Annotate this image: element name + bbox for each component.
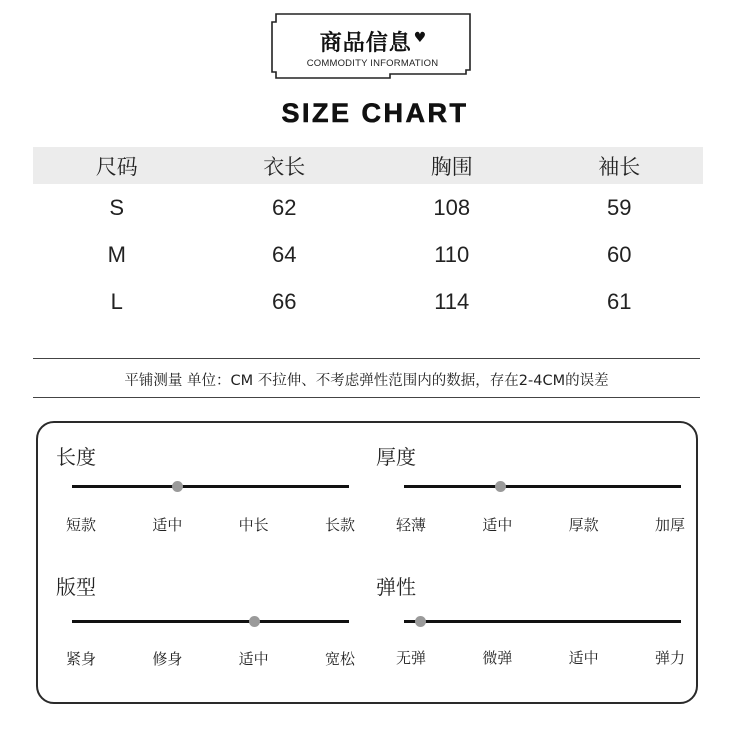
size-table-header bbox=[33, 147, 703, 184]
divider bbox=[33, 358, 700, 359]
scale-label: 加厚 bbox=[654, 516, 685, 534]
header-cell: 袖长 bbox=[598, 154, 641, 179]
attr-title: 厚度 bbox=[376, 445, 416, 469]
badge-title: 商品信息 ♥ bbox=[319, 30, 428, 56]
table-row bbox=[33, 278, 703, 325]
scale-indicator bbox=[495, 481, 506, 492]
badge-subtitle: COMMODITY INFORMATION bbox=[306, 58, 439, 69]
scale-label: 宽松 bbox=[324, 650, 355, 668]
scale-label: 轻薄 bbox=[395, 516, 426, 534]
scale-label: 微弹 bbox=[482, 649, 513, 667]
table-cell: 61 bbox=[607, 288, 632, 314]
scale-labels bbox=[56, 648, 365, 669]
table-cell: 108 bbox=[433, 194, 471, 220]
measurement-note: 平铺测量 单位：CM 不拉伸、不考虑弹性范围内的数据，存在2-4CM的误差 bbox=[124, 373, 609, 389]
table-cell: 66 bbox=[272, 288, 297, 314]
scale-label: 中长 bbox=[238, 516, 269, 534]
table-cell: 110 bbox=[434, 241, 470, 267]
scale-track bbox=[72, 620, 349, 623]
scale-label: 厚款 bbox=[568, 516, 599, 534]
attr-thickness bbox=[376, 441, 685, 551]
header-cell: 胸围 bbox=[430, 154, 473, 179]
header-cell: 尺码 bbox=[95, 154, 138, 179]
scale-label: 修身 bbox=[152, 650, 183, 668]
attr-elasticity bbox=[376, 571, 685, 681]
scale-indicator bbox=[249, 616, 260, 627]
table-cell: 62 bbox=[272, 194, 297, 220]
scale-label: 短款 bbox=[65, 516, 96, 534]
commodity-info-badge bbox=[270, 12, 475, 82]
scale-labels bbox=[386, 647, 695, 668]
scale-indicator bbox=[415, 616, 426, 627]
heart-icon: ♥ bbox=[413, 30, 428, 46]
scale-labels bbox=[56, 514, 365, 535]
scale-track bbox=[404, 485, 681, 488]
scale-label: 适中 bbox=[568, 649, 599, 667]
scale-indicator bbox=[172, 481, 183, 492]
scale-label: 适中 bbox=[238, 650, 269, 668]
scale-label: 适中 bbox=[152, 516, 183, 534]
table-row bbox=[33, 231, 703, 278]
attr-title: 长度 bbox=[56, 445, 96, 469]
attr-fit bbox=[56, 571, 356, 681]
size-chart-title: SIZE CHART bbox=[281, 98, 469, 128]
table-cell: S bbox=[109, 194, 125, 220]
header-cell: 衣长 bbox=[263, 154, 306, 179]
scale-label: 无弹 bbox=[395, 649, 426, 667]
scale-label: 弹力 bbox=[654, 649, 685, 667]
divider bbox=[33, 397, 700, 398]
scale-track bbox=[404, 620, 681, 623]
table-cell: 59 bbox=[607, 194, 632, 220]
table-cell: 64 bbox=[272, 241, 297, 267]
attr-title: 版型 bbox=[56, 575, 96, 599]
scale-track bbox=[72, 485, 349, 488]
attr-length bbox=[56, 441, 356, 551]
table-cell: 114 bbox=[434, 288, 470, 314]
table-cell: M bbox=[107, 241, 126, 267]
scale-labels bbox=[386, 514, 695, 535]
table-cell: L bbox=[110, 288, 123, 314]
table-row bbox=[33, 184, 703, 231]
scale-label: 长款 bbox=[324, 516, 355, 534]
scale-label: 紧身 bbox=[65, 650, 96, 668]
table-cell: 60 bbox=[607, 241, 632, 267]
scale-label: 适中 bbox=[482, 516, 513, 534]
size-table bbox=[33, 147, 703, 325]
attributes-panel bbox=[36, 421, 698, 704]
attr-title: 弹性 bbox=[376, 575, 416, 599]
